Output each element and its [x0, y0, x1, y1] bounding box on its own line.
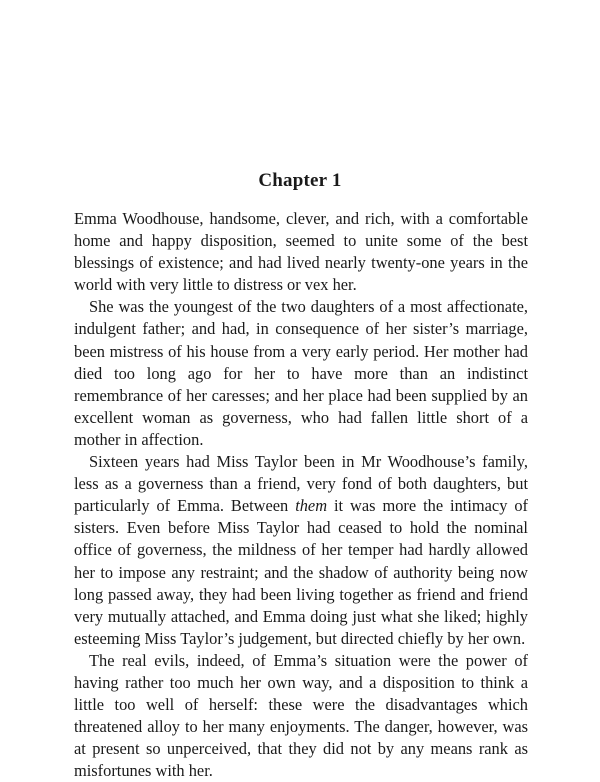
emphasized-word: them: [295, 496, 328, 516]
chapter-heading: Chapter 1: [258, 170, 342, 191]
paragraph-3-part-1: Sixteen years had Miss Taylor been in Mr Woodhouse’s family, less as a governess than a friend, very fond of both daughters, but particularly of Emma. Between: [74, 452, 528, 516]
paragraph-2: She was the youngest of the two daughters of a most affectionate, indulgent father; and had, in consequence of her sister’s marriage, been mistress of his house from a very early period. Her mother had died too long ago for her to have more than an indistinct remembrance of her caresses; and her place had been supplied by an excellent woman as governess, who had fallen little short of a mother in affection.: [74, 297, 528, 449]
paragraph-3: [74, 451, 528, 650]
paragraph-1: Emma Woodhouse, handsome, clever, and rich, with a comfortable home and happy disposition, seemed to unite some of the best blessings of existence; and had lived nearly twenty-one years in the world with very little to distress or vex her.: [74, 209, 528, 295]
chapter-body: [74, 208, 528, 782]
paragraph-4: The real evils, indeed, of Emma’s situation were the power of having rather too much her own way, and a disposition to think a little too well of herself: these were the disadvantages which threatened alloy to her many enjoyments. The danger, however, was at present so unperceived, that they did not by any means rank as misfortunes with her.: [74, 650, 528, 781]
paragraph-3-part-2: it was more the intimacy of sisters. Even before Miss Taylor had ceased to hold the nominal office of governess, the mildness of her temper had hardly allowed her to impose any restraint; and the shadow of authority being now long passed away, they had been living together as friend and friend very mutually attached, and Emma doing just what she liked; highly esteeming Miss Taylor’s judgement, but directed chiefly by her own.: [74, 496, 528, 648]
